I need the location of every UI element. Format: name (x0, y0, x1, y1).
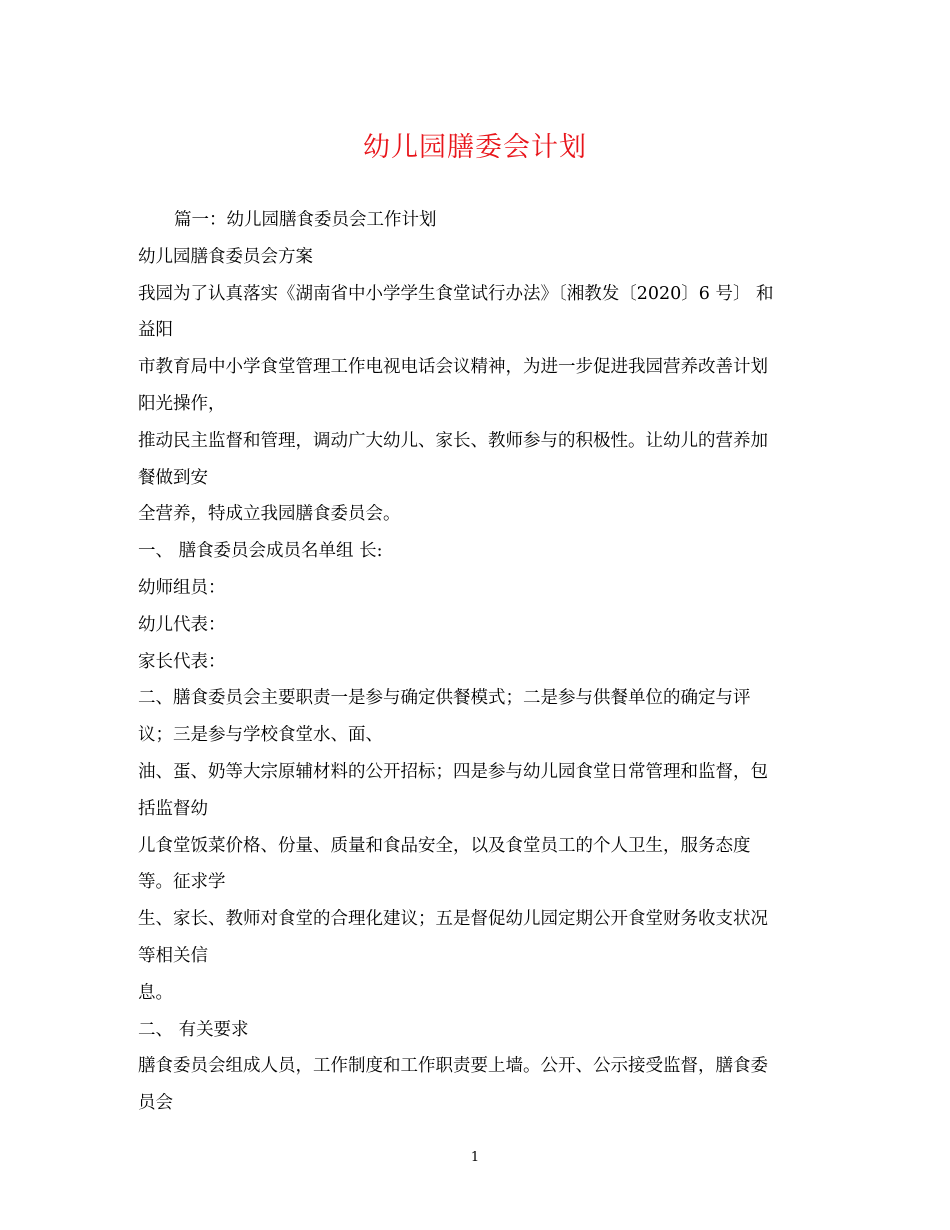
paragraph-line: 二、 有关要求 (138, 1019, 249, 1040)
paragraph-line: 括监督幼 (138, 798, 208, 819)
document-title: 幼儿园膳委会计划 (363, 132, 587, 163)
document-body (138, 202, 818, 1122)
paragraph-line: 儿食堂饭菜价格、份量、质量和食品安全，以及食堂员工的个人卫生，服务态度 (138, 835, 751, 856)
paragraph-line: 市教育局中小学食堂管理工作电视电话会议精神，为进一步促进我园营养改善计划 (138, 357, 768, 378)
paragraph-line: 我园为了认真落实《湖南省中小学学生食堂试行办法》〔湘教发〔2020〕6 号〕 和 (138, 283, 774, 304)
paragraph-line: 生、家长、教师对食堂的合理化建议；五是督促幼儿园定期公开食堂财务收支状况 (138, 909, 768, 930)
paragraph-line: 议；三是参与学校食堂水、面、 (138, 725, 383, 746)
paragraph-line: 一、 膳食委员会成员名单组 长: (138, 541, 383, 562)
paragraph-line: 幼儿代表： (138, 614, 226, 635)
paragraph-line: 油、蛋、奶等大宗原辅材料的公开招标；四是参与幼儿园食堂日常管理和监督，包 (138, 761, 768, 782)
paragraph-line: 二、膳食委员会主要职责一是参与确定供餐模式；二是参与供餐单位的确定与评 (138, 688, 751, 709)
page-number: 1 (470, 1150, 480, 1165)
paragraph-line: 幼儿园膳食委员会方案 (138, 246, 313, 267)
paragraph-line: 餐做到安 (138, 467, 208, 488)
paragraph-line: 员会 (138, 1093, 173, 1114)
paragraph-line: 推动民主监督和管理，调动广大幼儿、家长、教师参与的积极性。让幼儿的营养加 (138, 430, 768, 451)
paragraph-line: 膳食委员会组成人员，工作制度和工作职责要上墙。公开、公示接受监督，膳食委 (138, 1056, 768, 1077)
paragraph-line: 幼师组员： (138, 577, 226, 598)
paragraph-line: 等。征求学 (138, 872, 226, 893)
section-heading: 篇一：幼儿园膳食委员会工作计划 (174, 210, 437, 230)
paragraph-line: 息。 (138, 982, 173, 1003)
paragraph-line: 家长代表： (138, 651, 226, 672)
paragraph-line: 阳光操作， (138, 393, 226, 414)
paragraph-line: 全营养，特成立我园膳食委员会。 (138, 504, 401, 525)
paragraph-line: 益阳 (138, 320, 173, 341)
paragraph-line: 等相关信 (138, 945, 208, 966)
